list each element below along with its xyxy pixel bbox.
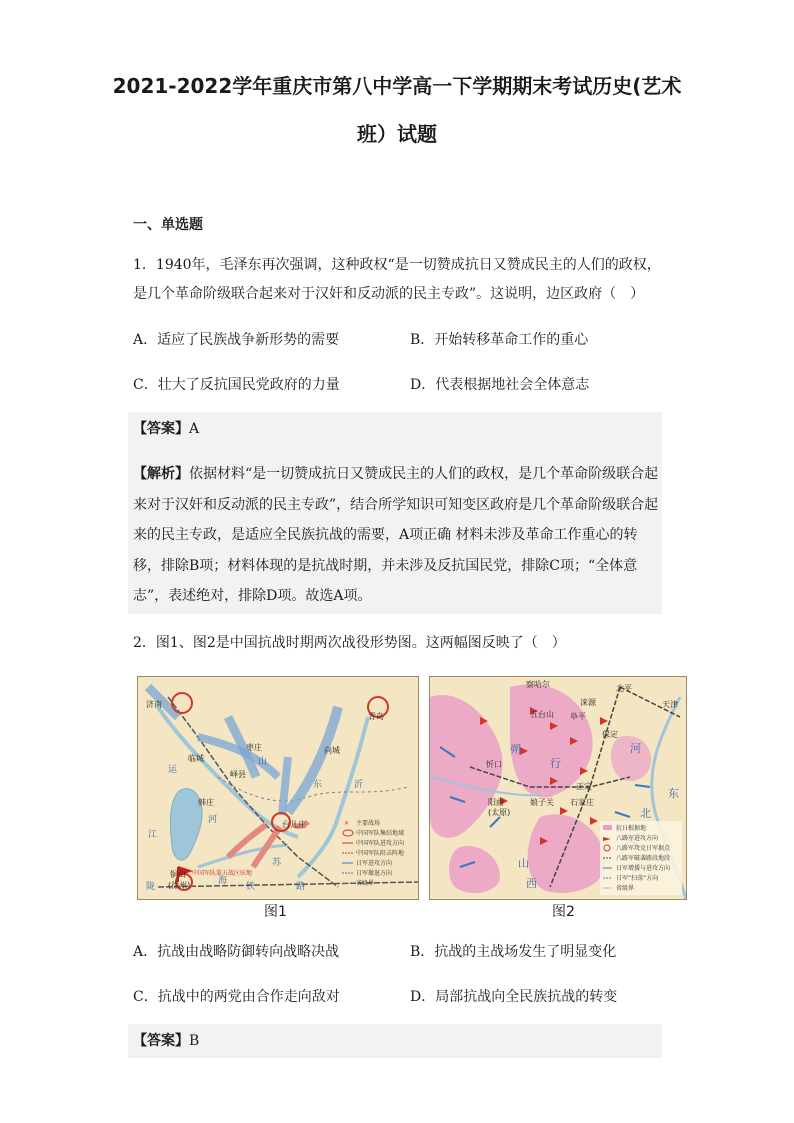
q2-option-a: A．抗战由战略防御转向战略决战 [133, 944, 340, 960]
fig2-label-bei: 北 [640, 807, 651, 820]
fig2-label-chahaer: 察哈尔 [526, 680, 550, 689]
fig1-legend-item: 主要战场 [356, 820, 381, 827]
question-1-stem: 1．1940年，毛泽东再次强调，这种政权“是一切赞成抗日又赞成民主的人们的政权，是几个革命阶级联合起来对于汉奸和反动派的民主专政”。这说明，边区政府（ ） [133, 257, 661, 302]
q2-answer-label: 【答案】 [133, 1033, 189, 1049]
fig1-label-hai: 海 [218, 876, 228, 886]
fig1-label-jiang: 江 [148, 830, 158, 840]
fig2-label-fuping: 阜平 [570, 712, 586, 721]
q2-option-b: B．抗战的主战场发生了明显变化 [410, 944, 617, 960]
q2-answer-panel [128, 1024, 662, 1058]
q1-analysis-text: 依据材料“是一切赞成抗日又赞成民主的人们的政权，是几个革命阶级联合起来对于汉奸和反动派的民主专政”，结合所学知识可知变区政府是几个革命阶级联合起来的民主专政，是适应全民族抗战的需要，A项正确 材料未涉及革命工作重心的转移，排除B项；材料体现的是抗战时期，并未涉及反抗国民党，排除C项；“全体意志”，表述绝对，排除D项。故选A项。 [133, 466, 659, 604]
fig1-label-zaozhuang: 枣庄 [246, 743, 262, 752]
fig1-legend-item: 中国军队进攻方向 [356, 840, 405, 847]
fig1-legend-item: 日军进攻方向 [356, 860, 393, 867]
fig2-legend-item: 日军增援与进攻方向 [616, 865, 671, 872]
fig1-label-long: 陇 [146, 882, 156, 892]
fig1-label-tie: 铁 [246, 882, 256, 892]
q1-answer [133, 419, 199, 439]
fig2-label-xingtai: 行 [550, 757, 561, 770]
fig1-label-xuzhou: (徐州) [168, 881, 191, 890]
q1-option-d: D．代表根据地社会全体意志 [410, 377, 590, 393]
q2-option-d: D．局部抗战向全民族抗战的转变 [410, 989, 618, 1005]
fig1-label-yixian: 峄县 [230, 770, 246, 779]
q2-answer [133, 1031, 199, 1051]
fig2-legend [600, 821, 682, 895]
fig1-label-he: 河 [208, 815, 218, 825]
fig1-label-hanzhuang: 韩庄 [198, 798, 214, 807]
fig1-label-su: 苏 [272, 858, 282, 868]
figure-1-map [137, 676, 419, 900]
q1-answer-label: 【答案】 [133, 421, 189, 437]
fig2-legend-item: 抗日根据地 [616, 825, 647, 832]
fig1-label-lu: 路 [296, 882, 306, 892]
fig2-legend-item: 日军“扫荡”方向 [616, 875, 659, 882]
fig1-label-dong: 东 [313, 780, 323, 790]
fig1-label-shan: 山 [258, 757, 268, 767]
q1-analysis [133, 459, 661, 612]
fig2-legend-item: 八路军攻克日军据点 [616, 845, 671, 852]
figure-1-caption: 图1 [264, 904, 287, 920]
figure-2-map [429, 676, 687, 900]
fig1-label-qingdao: 青岛 [368, 712, 384, 721]
fig1-label-lincheng: 临城 [188, 754, 204, 763]
question-2-stem: 2．图1、图2是中国抗战时期两次战役形势图。这两幅图反映了（ ） [133, 635, 566, 651]
fig2-label-xinkou: 忻口 [486, 760, 502, 769]
fig2-label-xi: 西 [526, 877, 537, 890]
fig1-label-tongshan: 铜山 [170, 870, 186, 879]
fig2-label-tianjin: 天津 [662, 700, 678, 709]
fig1-legend-item: 日军撤退方向 [356, 870, 393, 877]
fig1-legend-item: 省级界 [356, 880, 375, 887]
fig2-label-yangqu: 阳曲 [488, 798, 504, 807]
figure-2-caption: 图2 [552, 904, 575, 920]
fig2-label-baoding: 保定 [602, 730, 618, 739]
q1-option-b: B．开始转移革命工作的重心 [410, 332, 589, 348]
fig2-label-shijiazhuang: 石家庄 [570, 798, 594, 807]
fig1-legend-item: 中国军队阻击阵地 [356, 850, 405, 857]
fig2-legend-item: 八路军破袭路段地段 [616, 855, 671, 862]
fig2-label-shuo: 朔 [510, 743, 521, 756]
fig2-label-dong: 东 [668, 787, 679, 800]
fig1-legend-item: 中国军队集结地域 [356, 830, 405, 837]
fig1-label-jinan: 济南 [146, 700, 162, 709]
q1-option-a: A．适应了民族战争新形势的需要 [133, 332, 340, 348]
fig2-label-shan: 山 [518, 857, 529, 870]
fig2-label-wutaishan: 五台山 [530, 710, 554, 719]
fig2-legend-item: 省级界 [616, 885, 635, 892]
fig2-label-taiyuan: (太原) [488, 808, 511, 817]
fig2-label-niangziguan: 娘子关 [530, 798, 554, 807]
svg-text:✕: ✕ [344, 820, 350, 827]
fig1-label-taierzhuang: 台儿庄 [282, 820, 306, 829]
q2-answer-value: B [189, 1033, 200, 1049]
section-heading: 一、单选题 [133, 217, 203, 233]
q1-answer-value: A [189, 421, 200, 437]
fig2-label-zhengding: 正定 [576, 782, 592, 791]
q2-option-c: C．抗战中的两党由合作走向敌对 [133, 989, 340, 1005]
q1-analysis-label: 【解析】 [133, 466, 189, 482]
fig1-label-hq: 中国军队第五战区驻地 [192, 870, 253, 877]
fig1-label-yi: 沂 [354, 780, 364, 790]
fig2-legend-item: 八路军进攻方向 [616, 835, 659, 842]
fig2-label-he: 河 [630, 742, 641, 755]
fig2-label-laiyuan: 涞源 [580, 698, 596, 707]
fig2-label-beiping: 北平 [616, 684, 632, 693]
fig1-label-xiangcheng: 向城 [324, 746, 340, 755]
q1-option-c: C．壮大了反抗国民党政府的力量 [133, 377, 340, 393]
document-title: 2021-2022学年重庆市第八中学高一下学期期末考试历史(艺术班）试题 [112, 74, 682, 146]
fig1-label-yun: 运 [168, 765, 178, 775]
